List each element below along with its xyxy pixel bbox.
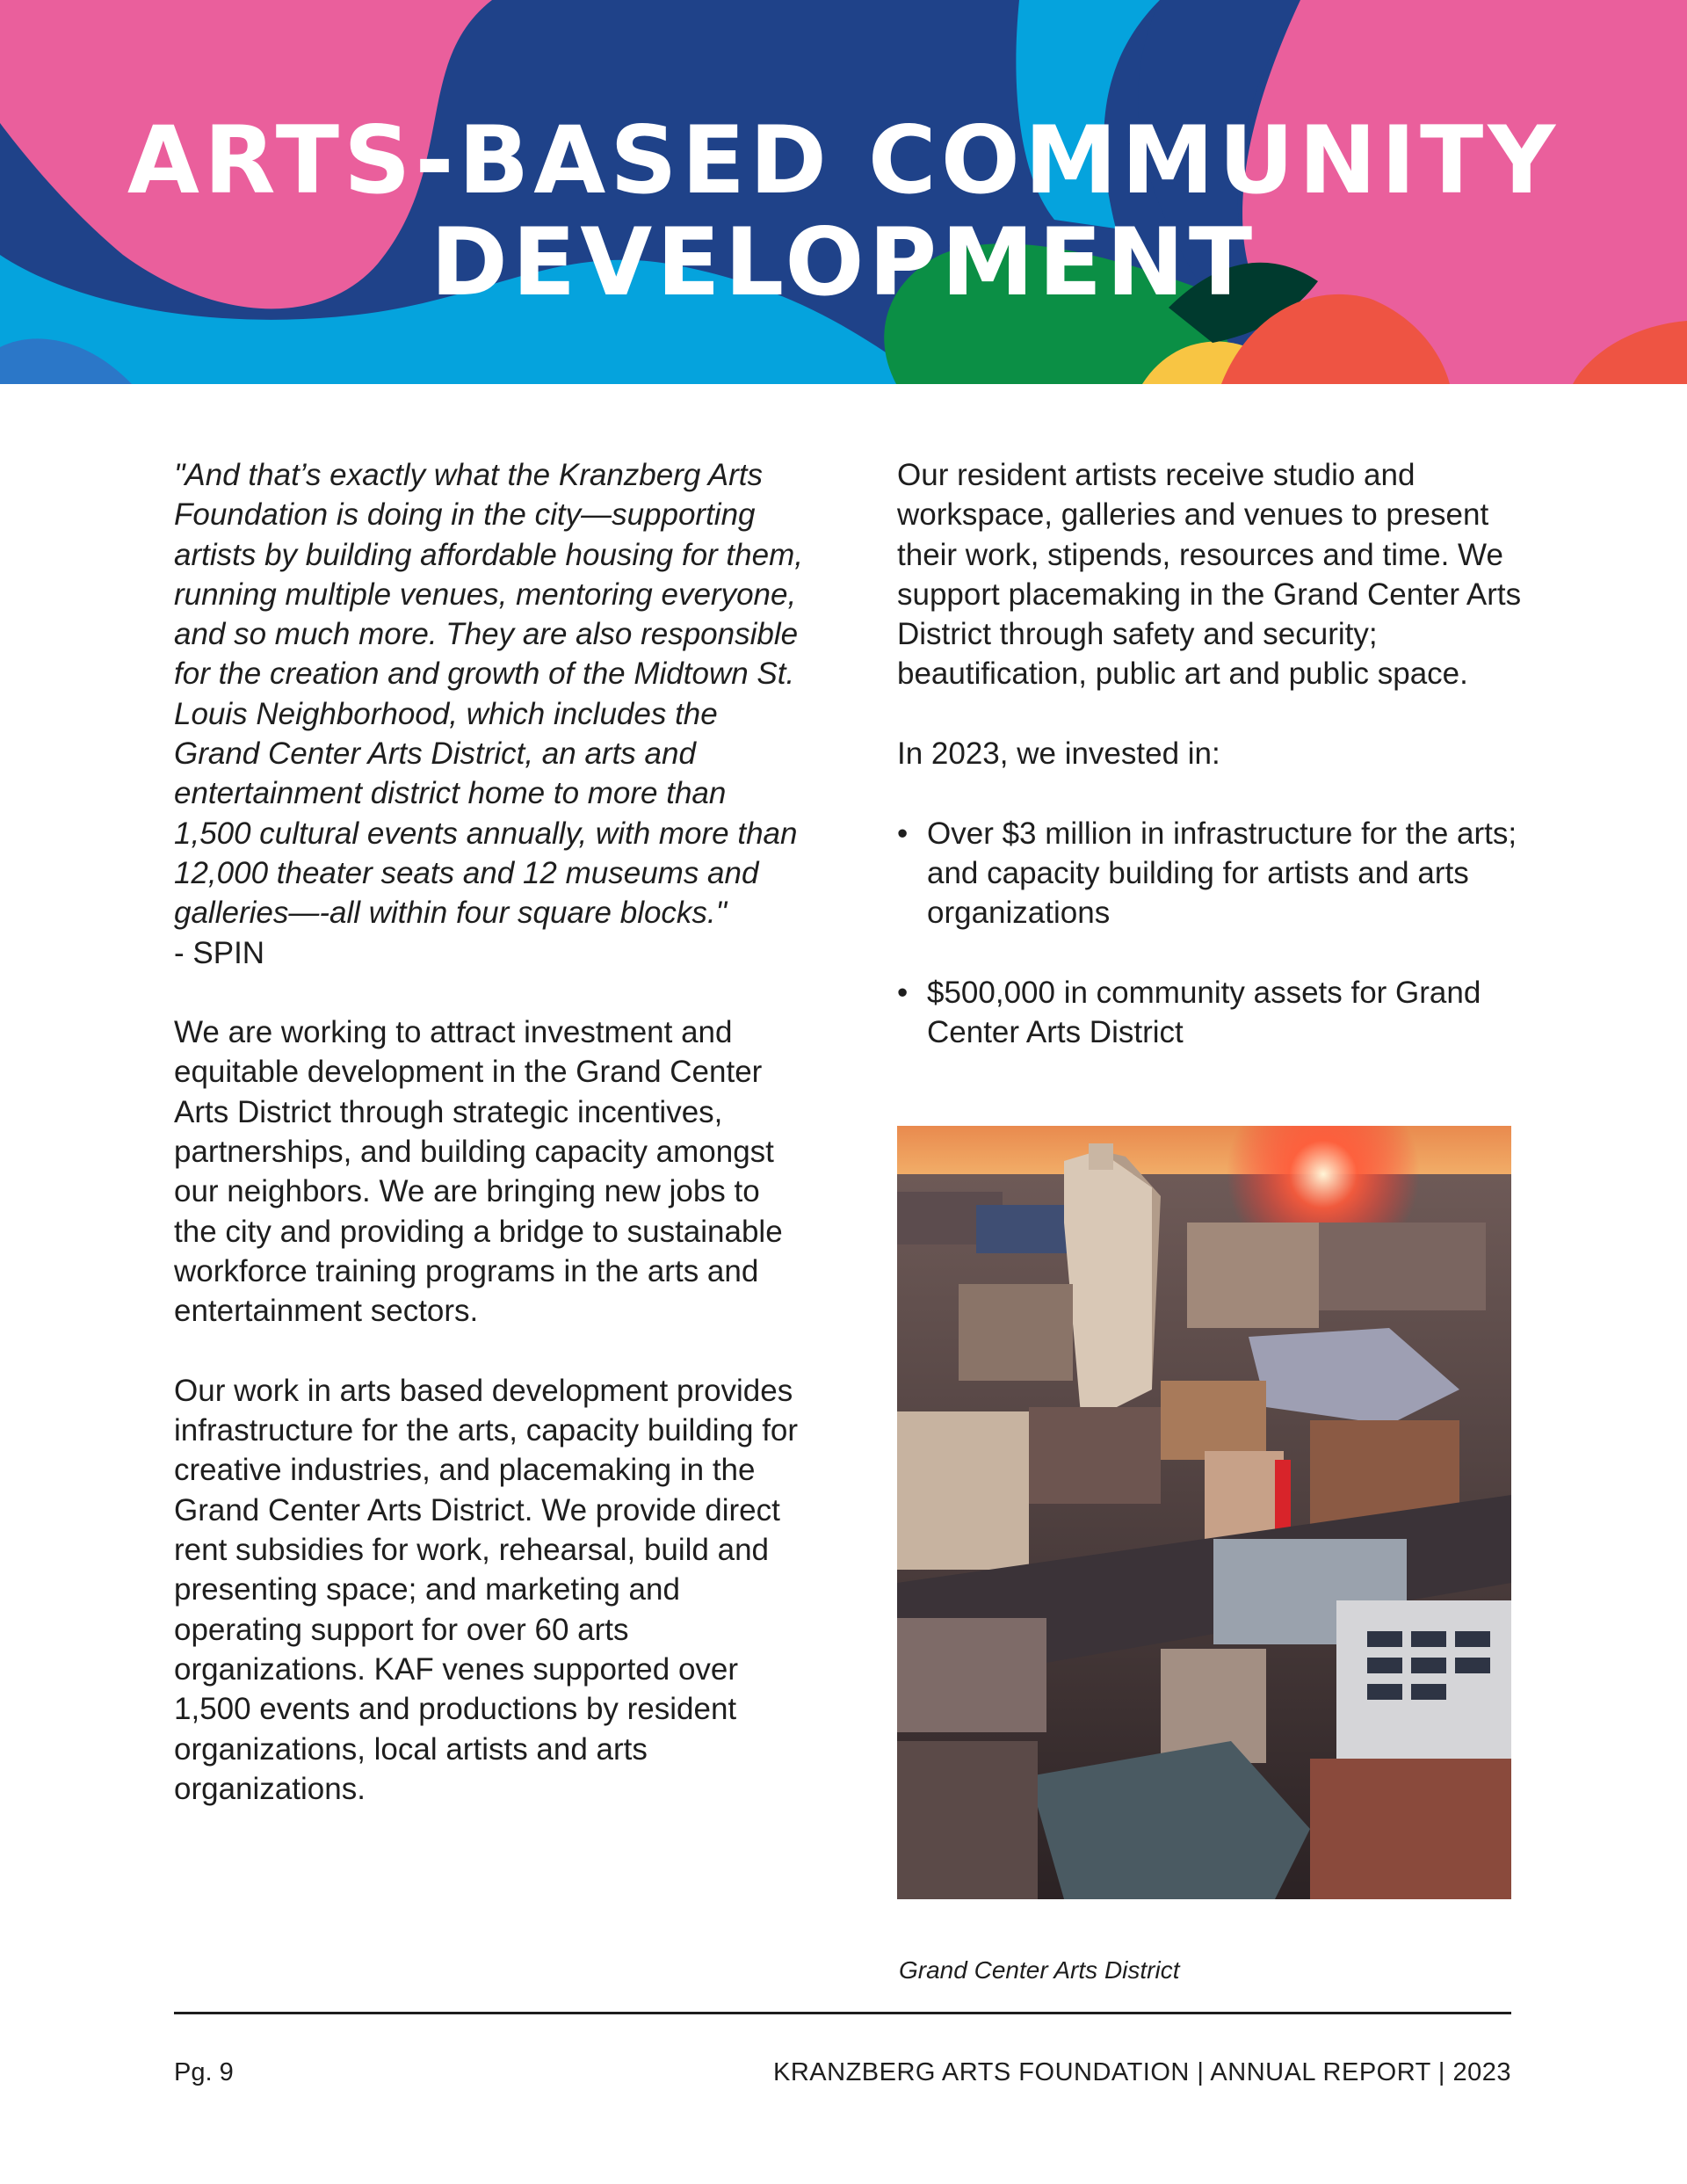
list-item: [897, 973, 1530, 1053]
report-label: KRANZBERG ARTS FOUNDATION | ANNUAL REPORT | 2023: [773, 2058, 1511, 2086]
quote-attribution: - SPIN: [174, 935, 265, 970]
right-column: [897, 455, 1530, 1052]
photo-caption: Grand Center Arts District: [899, 1956, 1180, 1984]
list-item-text: $500,000 in community assets for Grand Center Arts District: [927, 975, 1481, 1050]
resident-artists-paragraph: Our resident artists receive studio and workspace, galleries and venues to present their work, stipends, resources and time. We support placemaking in the Grand Center Arts District through safety and security; beautification, public art and public space.: [897, 458, 1522, 692]
arts-development-paragraph: Our work in arts based development provides infrastructure for the arts, capacity building for creative industries, and placemaking in the Grand Center Arts District. We provide direct rent subsidies for work, rehearsal, build and presenting space; and marketing and operating support for over 60 arts organizations. KAF venes supported over 1,500 events and productions by resident organizations, local artists and arts organizations.: [174, 1373, 799, 1806]
list-item: [897, 814, 1530, 933]
title-line-2: DEVELOPMENT: [430, 208, 1257, 316]
left-column: [174, 455, 807, 1809]
footer-divider: [174, 2012, 1511, 2014]
bullet-icon: •: [897, 975, 909, 1010]
investment-list: [897, 814, 1530, 1053]
page-title: [0, 106, 1687, 316]
grand-center-aerial-photo: [897, 1126, 1511, 1899]
title-line-1: ARTS-BASED COMMUNITY: [127, 106, 1560, 214]
investment-paragraph: We are working to attract investment and equitable development in the Grand Center Arts District through strategic incentives, partnerships, and building capacity amongst our neighbors. We are bringing new jobs to the city and providing a bridge to sustainable workforce training programs in the arts and entertainment sectors.: [174, 1015, 783, 1329]
bullet-icon: •: [897, 816, 909, 851]
page-number: Pg. 9: [174, 2058, 234, 2086]
list-item-text: Over $3 million in infrastructure for the arts; and capacity building for artists and arts organizations: [927, 816, 1517, 931]
invested-intro: In 2023, we invested in:: [897, 736, 1220, 772]
header-banner: [0, 0, 1687, 384]
spin-quote: "And that’s exactly what the Kranzberg Arts Foundation is doing in the city—supporting artists by building affordable housing for them, running multiple venues, mentoring everyone, and so much more. They are also responsible for the creation and growth of the Midtown St. Louis Neighborhood, which includes the Grand Center Arts District, an arts and entertainment district home to more than 1,500 cultural events annually, with more than 12,000 theater seats and 12 museums and galleries—-all within four square blocks.": [174, 458, 803, 931]
